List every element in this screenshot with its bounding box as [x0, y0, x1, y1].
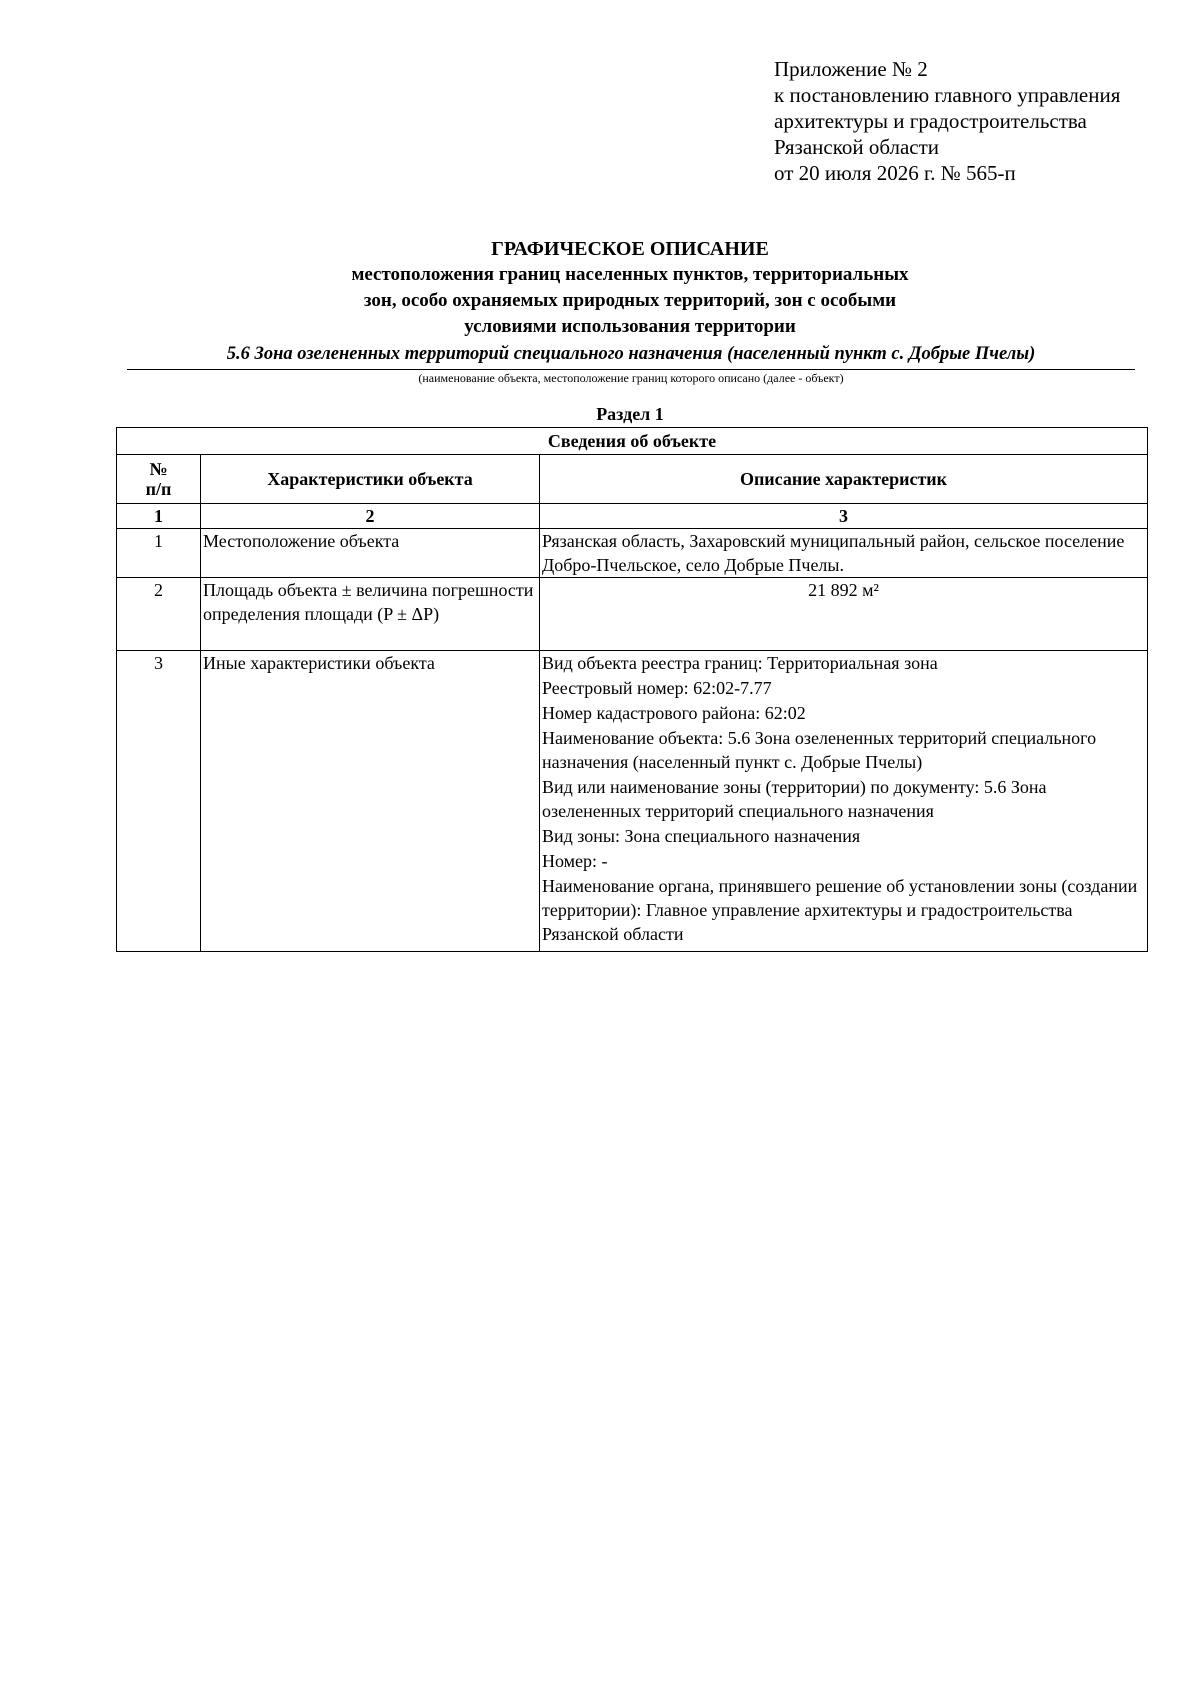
description-line: Наименование объекта: 5.6 Зона озелененных территорий специального назначения (населенный пункт с. Добрые Пчелы) — [542, 728, 1097, 772]
description-line: Вид зоны: Зона специального назначения — [542, 826, 861, 846]
table-header-row — [117, 455, 1148, 504]
description-line: Номер кадастрового района: 62:02 — [542, 703, 806, 723]
row-number: 2 — [117, 578, 201, 651]
table-row — [117, 651, 1148, 952]
appendix-line: от 20 июля 2026 г. № 565-п — [774, 161, 1016, 185]
description-line: Наименование органа, принявшего решение об установлении зоны (создании территории): Главное управление архитектуры и градостроительства Рязанской области — [542, 876, 1138, 944]
appendix-line: Рязанской области — [774, 135, 940, 159]
column-number: 2 — [201, 504, 540, 529]
object-info-table — [116, 427, 1148, 952]
object-caption: (наименование объекта, местоположение границ которого описано (далее - объект) — [418, 371, 844, 385]
header-number: № п/п — [117, 455, 201, 504]
appendix-line: архитектуры и градостроительства — [774, 109, 1087, 133]
row-number: 1 — [117, 529, 201, 578]
column-number: 1 — [117, 504, 201, 529]
description-line: Вид или наименование зоны (территории) по документу: 5.6 Зона озелененных территорий специального назначения — [542, 777, 1047, 821]
row-characteristic: Площадь объекта ± величина погрешности определения площади (P ± ΔP) — [201, 578, 540, 651]
document-title-line: зон, особо охраняемых природных территорий, зон с особыми — [363, 290, 897, 311]
description-line: Рязанская область, Захаровский муниципальный район, сельское поселение Добро-Пчельское, село Добрые Пчелы. — [542, 531, 1125, 575]
table-caption: Сведения об объекте — [117, 428, 1148, 455]
row-description — [540, 578, 1148, 651]
description-line: 21 892 м² — [808, 580, 879, 600]
header-description: Описание характеристик — [540, 455, 1148, 504]
document-title-line: условиями использования территории — [464, 316, 796, 337]
row-characteristic: Иные характеристики объекта — [201, 651, 540, 952]
row-description — [540, 651, 1148, 952]
row-description — [540, 529, 1148, 578]
table-row — [117, 529, 1148, 578]
row-characteristic: Местоположение объекта — [201, 529, 540, 578]
description-line: Реестровый номер: 62:02-7.77 — [542, 678, 772, 698]
object-name: 5.6 Зона озелененных территорий специального назначения (населенный пункт с. Добрые Пчелы) — [226, 344, 1036, 364]
document-title — [0, 236, 1200, 340]
table-row — [117, 578, 1148, 651]
object-underline — [127, 369, 1135, 370]
document-title-line: местоположения границ населенных пунктов, территориальных — [351, 264, 909, 285]
appendix-reference — [774, 56, 1120, 186]
column-number: 3 — [540, 504, 1148, 529]
table-caption-row — [117, 428, 1148, 455]
appendix-line: Приложение № 2 — [774, 57, 928, 81]
header-characteristic: Характеристики объекта — [201, 455, 540, 504]
description-line: Вид объекта реестра границ: Территориальная зона — [542, 653, 938, 673]
appendix-line: к постановлению главного управления — [774, 83, 1121, 107]
document-title-main: ГРАФИЧЕСКОЕ ОПИСАНИЕ — [491, 238, 769, 260]
row-number: 3 — [117, 651, 201, 952]
description-line: Номер: - — [542, 851, 608, 871]
section-title: Раздел 1 — [596, 404, 664, 424]
column-number-row — [117, 504, 1148, 529]
